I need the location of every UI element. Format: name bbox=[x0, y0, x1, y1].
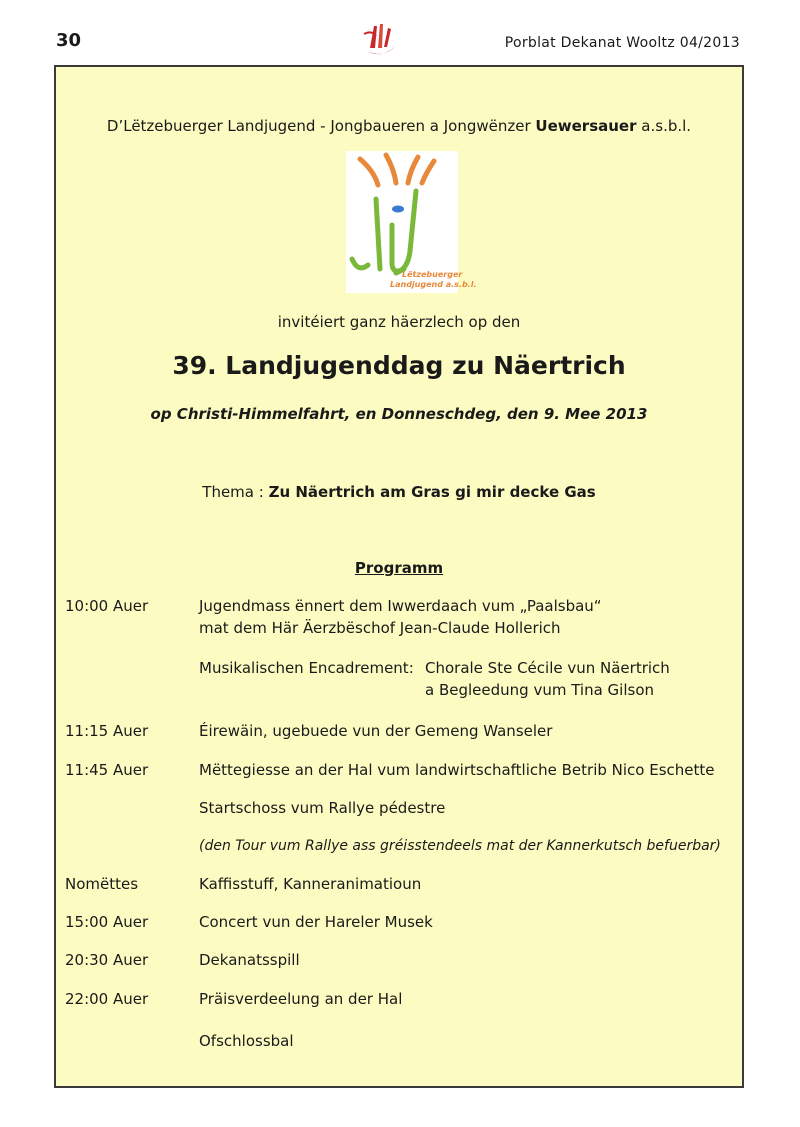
program-heading: Programm bbox=[354, 559, 444, 577]
program-time: 11:15 Auer bbox=[65, 722, 149, 740]
program-item: Mëttegiesse an der Hal vum landwirtschaftliche Betrib Nico Eschette bbox=[199, 761, 715, 779]
music-label: Musikalischen Encadrement: bbox=[199, 659, 414, 677]
program-item: Präisverdeelung an der Hal bbox=[199, 990, 403, 1008]
program-item: Concert vun der Hareler Musek bbox=[199, 913, 433, 931]
program-item: Éirewäin, ugebuede vun der Gemeng Wanseler bbox=[199, 722, 553, 740]
program-time: 10:00 Auer bbox=[65, 597, 149, 615]
dekanat-logo-icon bbox=[358, 20, 402, 60]
program-time: 11:45 Auer bbox=[65, 761, 149, 779]
music-accompaniment: a Begleedung vum Tina Gilson bbox=[425, 681, 655, 699]
program-item: Startschoss vum Rallye pédestre bbox=[199, 799, 446, 817]
program-time: Nomëttes bbox=[65, 875, 139, 893]
logo-text-line-1: Lëtzebuerger bbox=[402, 270, 463, 279]
program-item: Jugendmass ënnert dem Iwwerdaach vum „Paalsbau“ bbox=[199, 597, 602, 615]
theme-value: Zu Näertrich am Gras gi mir decke Gas bbox=[268, 483, 596, 501]
publication-title: Porblat Dekanat Wooltz 04/2013 bbox=[504, 35, 740, 51]
organizer-line bbox=[56, 117, 742, 135]
organizer-prefix: D’Lëtzebuerger Landjugend - Jongbaueren a Jongwënzer bbox=[106, 117, 531, 135]
organizer-suffix: a.s.b.l. bbox=[641, 117, 692, 135]
theme-label: Thema : bbox=[202, 483, 264, 501]
program-item: Dekanatsspill bbox=[199, 951, 300, 969]
music-choir: Chorale Ste Cécile vun Näertrich bbox=[425, 659, 670, 677]
event-date: op Christi-Himmelfahrt, en Donneschdeg, den 9. Mee 2013 bbox=[150, 405, 648, 423]
logo-text-line-2: Landjugend a.s.b.l. bbox=[390, 280, 477, 289]
program-note: (den Tour vum Rallye ass gréisstendeels mat der Kannerkutsch befuerbar) bbox=[199, 838, 721, 854]
page-number: 30 bbox=[56, 30, 82, 51]
program-item: mat dem Här Äerzbëschof Jean-Claude Hollerich bbox=[199, 619, 561, 637]
event-theme bbox=[56, 483, 742, 501]
program-item: Kaffisstuff, Kanneranimatioun bbox=[199, 875, 422, 893]
organizer-name: Uewersauer bbox=[535, 117, 637, 135]
landjugend-logo-icon bbox=[346, 151, 477, 293]
program-time: 22:00 Auer bbox=[65, 990, 149, 1008]
invite-text: invitéiert ganz häerzlech op den bbox=[277, 313, 521, 331]
program-time: 20:30 Auer bbox=[65, 951, 149, 969]
landjugend-logo bbox=[346, 151, 477, 293]
program-item: Ofschlossbal bbox=[199, 1032, 294, 1050]
program-time: 15:00 Auer bbox=[65, 913, 149, 931]
invitation-flyer bbox=[54, 65, 744, 1088]
event-title: 39. Landjugenddag zu Näertrich bbox=[172, 351, 626, 380]
